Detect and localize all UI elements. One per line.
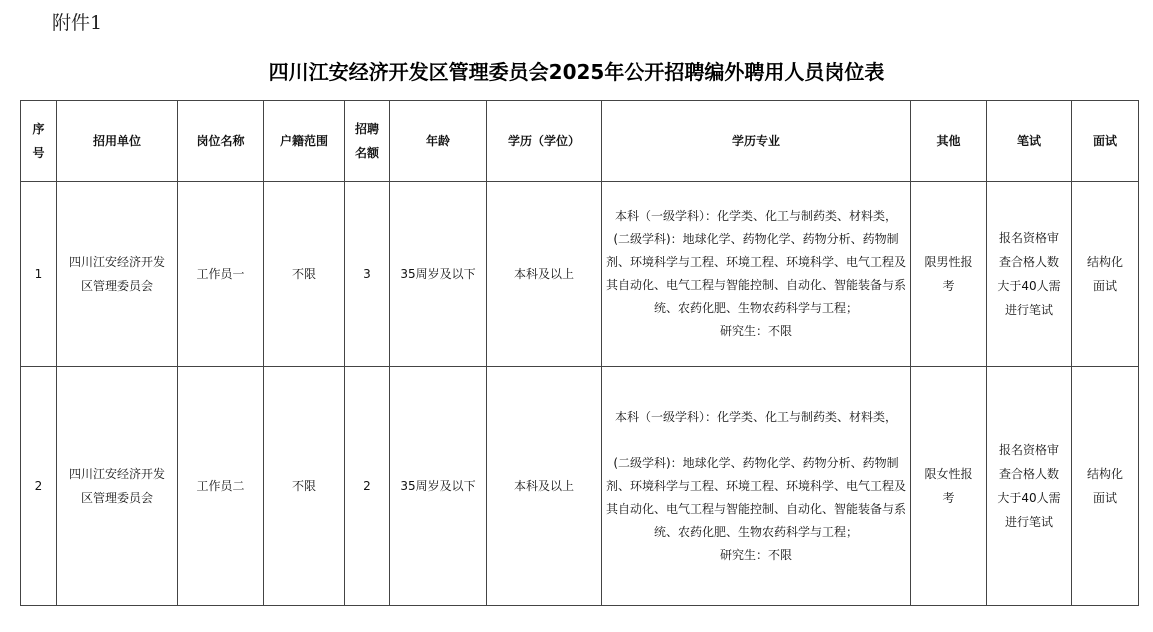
header-written: 笔试	[987, 101, 1072, 182]
cell-education: 本科及以上	[487, 182, 602, 367]
document-title: 四川江安经济开发区管理委员会2025年公开招聘编外聘用人员岗位表	[268, 60, 885, 84]
major-secondary: (二级学科)：地球化学、药物化学、药物分析、药物制剂、环境科学与工程、环境工程、环境科学、电气工程及其自动化、电气工程与智能控制、自动化、智能装备与系统、农药化肥、生物农药科学与工程；	[605, 455, 906, 539]
cell-position: 工作员二	[178, 367, 264, 606]
header-unit: 招用单位	[57, 101, 178, 182]
header-age: 年龄	[390, 101, 487, 182]
header-hukou: 户籍范围	[264, 101, 345, 182]
header-other: 其他	[911, 101, 987, 182]
major-undergrad: 本科（一级学科）：化学类、化工与制药类、材料类，	[614, 409, 897, 424]
cell-quota: 3	[345, 182, 390, 367]
cell-written: 报名资格审查合格人数大于40人需进行笔试	[987, 182, 1072, 367]
header-education: 学历（学位）	[487, 101, 602, 182]
table-row	[21, 182, 1139, 367]
major-undergrad: 本科（一级学科）：化学类、化工与制药类、材料类，	[614, 209, 897, 223]
cell-written: 报名资格审查合格人数大于40人需进行笔试	[987, 367, 1072, 606]
cell-education: 本科及以上	[487, 367, 602, 606]
cell-age: 35周岁及以下	[390, 182, 487, 367]
major-secondary: (二级学科)：地球化学、药物化学、药物分析、药物制剂、环境科学与工程、环境工程、环境科学、电气工程及其自动化、电气工程与智能控制、自动化、智能装备与系统、农药化肥、生物农药科学与工程；	[605, 232, 906, 315]
header-interview: 面试	[1072, 101, 1139, 182]
major-spacer	[602, 429, 910, 452]
positions-table	[20, 100, 1139, 606]
major-grad: 研究生：不限	[719, 324, 792, 338]
header-major: 学历专业	[602, 101, 911, 182]
cell-seq: 2	[21, 367, 57, 606]
header-position: 岗位名称	[178, 101, 264, 182]
cell-unit: 四川江安经济开发区管理委员会	[57, 367, 178, 606]
attachment-label: 附件1	[52, 12, 103, 34]
cell-major	[602, 367, 911, 606]
cell-quota: 2	[345, 367, 390, 606]
cell-age: 35周岁及以下	[390, 367, 487, 606]
header-row	[21, 101, 1139, 182]
cell-interview: 结构化面试	[1072, 367, 1139, 606]
cell-position: 工作员一	[178, 182, 264, 367]
cell-other: 限男性报考	[911, 182, 987, 367]
cell-major	[602, 182, 911, 367]
cell-interview: 结构化面试	[1072, 182, 1139, 367]
cell-hukou: 不限	[264, 367, 345, 606]
major-grad: 研究生：不限	[719, 547, 792, 562]
cell-other: 限女性报考	[911, 367, 987, 606]
cell-hukou: 不限	[264, 182, 345, 367]
header-seq: 序号	[21, 101, 57, 182]
table-row	[21, 367, 1139, 606]
header-quota: 招聘名额	[345, 101, 390, 182]
cell-unit: 四川江安经济开发区管理委员会	[57, 182, 178, 367]
cell-seq: 1	[21, 182, 57, 367]
